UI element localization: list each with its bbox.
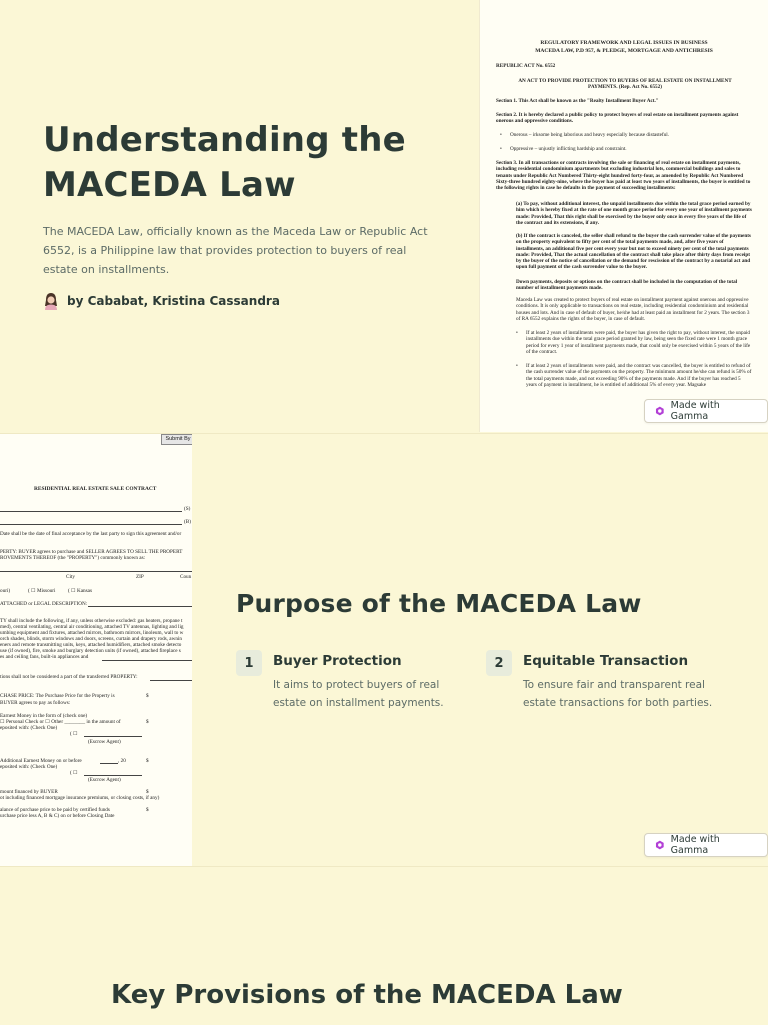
form-text: med), central ventilating, central air conditioning, attached TV antennas, lighting and lig xyxy=(0,624,184,630)
author-byline xyxy=(43,292,280,310)
author-name: by Cababat, Kristina Cassandra xyxy=(67,294,280,308)
form-line xyxy=(84,775,142,776)
form-text: (B) xyxy=(184,519,191,525)
kansas-checkbox[interactable]: ( ☐ Kansas xyxy=(68,588,92,594)
form-text: umbing equipment and fixtures, attached mirrors, bathroom mirrors, linoleum, wall to w xyxy=(0,630,184,636)
slide2-title: Purpose of the MACEDA Law xyxy=(236,589,642,618)
submit-by-button[interactable]: Submit By xyxy=(161,434,192,445)
form-text: (Escrow Agent) xyxy=(88,739,121,745)
form-text: PERTY: BUYER agrees to purchase and SELLER AGREES TO SELL THE PROPERT xyxy=(0,549,183,555)
gamma-badge-label: Made with Gamma xyxy=(670,400,720,422)
form-text: ouri) xyxy=(0,588,11,594)
slide3-title: Key Provisions of the MACEDA Law xyxy=(111,980,623,1010)
card-description: It aims to protect buyers of real estate on installment payments. xyxy=(273,679,444,709)
slide-purpose xyxy=(0,433,768,866)
form-text: (Escrow Agent) xyxy=(88,777,121,783)
doc-header-line2: MACEDA LAW, P.D 957, & PLEDGE, MORTGAGE AND ANTICHRESIS xyxy=(535,48,713,54)
doc-bullet1: • Onerous – irksome being laborious and heavy especially because distasteful. xyxy=(510,132,750,138)
form-text: Additional Earnest Money on or before xyxy=(0,758,82,764)
earnest-checkbox-row[interactable]: ☐ Personal Check or ☐ Other ________ in the amount of xyxy=(0,719,121,725)
author-avatar-icon xyxy=(43,292,59,310)
form-text: Earnest Money in the form of (check one) xyxy=(0,713,88,719)
card-description: To ensure fair and transparent real estate transactions for both parties. xyxy=(523,679,713,709)
form-text: alance of purchase price to be paid by certified funds xyxy=(0,807,110,813)
maceda-law-document-image xyxy=(480,0,768,432)
missouri-checkbox[interactable]: ( ☐ Missouri xyxy=(28,588,56,594)
form-text: eners and remote transmitting units, keys, attached humidifiers, attached smoke detecto xyxy=(0,642,182,648)
doc-section3: Section 3. In all transactions or contracts involving the sale or financing of real estate on installment payments, including residential condominium apartments but excluding industrial lots, commercial buildings and sales to tenants under Republic Act Numbered Thirty-eight hundred forty-four, as amended by Republic Act Numbered Sixty-three hundred eighty-nine, where the buyer has paid at least two years of installments, the buyer is entitled to the following rights in case he defaults in the payment of succeeding installments: xyxy=(496,160,751,192)
doc-sub2: • If at least 2 years of installments were paid, and the contract was cancelled, the buyer is entitled to refund of the cash surrender value of the payments on the property. The minimum amount he/she can refund is 50% of the total payments made, and not exceeding 90% of the payments made. And if the buyer has reached 5 years of payment in installment, he is entitled of additional 5% of every year. Magsake xyxy=(526,363,752,388)
form-text: $ xyxy=(146,719,149,725)
doc-act-no: REPUBLIC ACT No. 6552 xyxy=(496,63,556,69)
escrow-checkbox-2[interactable]: ( ☐ xyxy=(70,770,78,776)
slide1-title: Understanding the MACEDA Law xyxy=(43,120,406,205)
form-line xyxy=(88,606,192,607)
doc-header-line1: REGULATORY FRAMEWORK AND LEGAL ISSUES IN BUSINESS xyxy=(540,40,708,46)
form-title: RESIDENTIAL REAL ESTATE SALE CONTRACT xyxy=(34,486,157,492)
form-text: tions shall not be considered a part of the transferred PROPERTY: xyxy=(0,674,138,680)
form-text: eposited with: (Check One) xyxy=(0,725,58,731)
form-text: ROVEMENTS THEREOF (the "PROPERTY") commonly known as: xyxy=(0,555,146,561)
form-text: urchase price less A, B & C) on or before Closing Date xyxy=(0,813,115,819)
form-text: ATTACHED or LEGAL DESCRIPTION: xyxy=(0,601,88,607)
form-text: mount financed by BUYER xyxy=(0,789,58,795)
form-text: eposited with: (Check One) xyxy=(0,764,58,770)
card-number-badge: 2 xyxy=(486,650,512,676)
card-number-badge: 1 xyxy=(236,650,262,676)
doc-para-maceda: Maceda Law was created to protect buyers of real estate on installment payment against onerous and oppressive conditions. It is only applicable to transactions on real estate, including residential condominium and residential houses and lots. And in case of default of buyer, he/she had at least paid an installment for 2 years. The section 3 of RA 6552 explains the rights of the buyer, in case of default. xyxy=(516,297,750,322)
gamma-logo-icon xyxy=(655,406,665,416)
slide-key-provisions xyxy=(0,866,768,1025)
made-with-gamma-badge[interactable] xyxy=(644,399,768,423)
card-title: Buyer Protection xyxy=(273,653,402,669)
form-text: Date shall be the date of final acceptance by the last party to sign this agreement and/or xyxy=(0,531,182,537)
form-line xyxy=(150,680,192,681)
form-line xyxy=(84,736,142,737)
form-text: ot including financed mortgage insurance premiums, or closing costs, if any) xyxy=(0,795,160,801)
kansas-label: Kansas xyxy=(76,588,92,594)
form-line xyxy=(0,571,192,572)
made-with-gamma-badge[interactable] xyxy=(644,833,768,857)
missouri-label: Missouri xyxy=(36,588,56,594)
doc-act-title: AN ACT TO PROVIDE PROTECTION TO BUYERS OF REAL ESTATE ON INSTALLMENT PAYMENTS. (Rep. Act No. 6552) xyxy=(518,78,732,91)
form-text: use (if owned), fire, smoke and burglary detection units (if owned), attached fireplace s xyxy=(0,648,181,654)
form-text: , 20 xyxy=(118,758,126,764)
slide1-description: The MACEDA Law, officially known as the Maceda Law or Republic Act 6552, is a Philippine law that provides protection to buyers of real estate on installments. xyxy=(43,225,428,276)
doc-section2: Section 2. It is hereby declared a public policy to protect buyers of real estate on installment payments against onerous and oppressive conditions. xyxy=(496,112,739,125)
card-title: Equitable Transaction xyxy=(523,653,689,669)
form-text: BUYER agrees to pay as follows: xyxy=(0,700,71,706)
gamma-badge-label: Made with Gamma xyxy=(670,834,720,856)
doc-bullet2: • Oppressive – unjustly inflicting hardship and constraint. xyxy=(510,146,750,152)
doc-para-a: (a) To pay, without additional interest, the unpaid installments due within the total grace period earned by him which is hereby fixed at the rate of one month grace period for every one year of installment payments made: Provided, That this right shall be exercised by the buyer only once in every five years of the life of the contract and its extensions, if any. xyxy=(516,201,752,226)
form-text: es and ceiling fans, built-in appliances and xyxy=(0,654,89,660)
form-line xyxy=(102,660,192,661)
form-text: City xyxy=(66,574,75,580)
form-text: CHASE PRICE: The Purchase Price for the Property is xyxy=(0,693,115,699)
doc-sub1: • If at least 2 years of installments were paid, the buyer has given the right to pay, without interest, the unpaid installments due within the total grace period granted by law, being seen the fixed rate were 1 month grace period for every 1 year of installment payments made, that could only be exercised within 5 years of the life of the contract. xyxy=(526,330,752,355)
form-text: Personal Check or xyxy=(5,719,44,725)
form-line xyxy=(100,763,118,764)
form-text: TY shall include the following, if any, unless otherwise excluded: gas heaters, propane t xyxy=(0,618,183,624)
escrow-checkbox[interactable]: ( ☐ xyxy=(70,731,78,737)
doc-para-down: Down payments, deposits or options on the contract shall be included in the computation of the total number of installment payments made. xyxy=(516,279,738,292)
form-text: Coun xyxy=(180,574,192,580)
form-text: orch shades, blinds, storm windows and doors, screens, curtain and drapery rods, awnin xyxy=(0,636,182,642)
form-line xyxy=(0,524,182,525)
gamma-logo-icon xyxy=(655,840,665,850)
form-text: Other xyxy=(51,719,64,725)
doc-para-b: (b) If the contract is canceled, the seller shall refund to the buyer the cash surrender value of the payments on the property equivalent to fifty per cent of the total payments made, and, after five years of installments, an additional five per cent every year but not to exceed ninety per cent of the total payments made: Provided, That the actual cancellation of the contract shall take place after thirty days from receipt by the buyer of the notice of cancellation or the demand for rescission of the contract by a notarial act and upon full payment of the cash surrender value to the buyer. xyxy=(516,233,751,271)
form-line xyxy=(0,511,182,512)
slide-understanding xyxy=(0,0,768,432)
form-text: in the amount of xyxy=(86,719,121,725)
form-text: (S) xyxy=(184,506,191,512)
form-text: $ xyxy=(146,807,149,813)
form-text: ZIP xyxy=(136,574,144,580)
doc-header xyxy=(480,39,768,55)
doc-section1: Section 1. This Act shall be known as the "Realty Installment Buyer Act." xyxy=(496,98,659,104)
form-text: $ xyxy=(146,693,149,699)
form-text: $ xyxy=(146,789,149,795)
sale-contract-form-image xyxy=(0,434,192,866)
form-text: $ xyxy=(146,758,149,764)
